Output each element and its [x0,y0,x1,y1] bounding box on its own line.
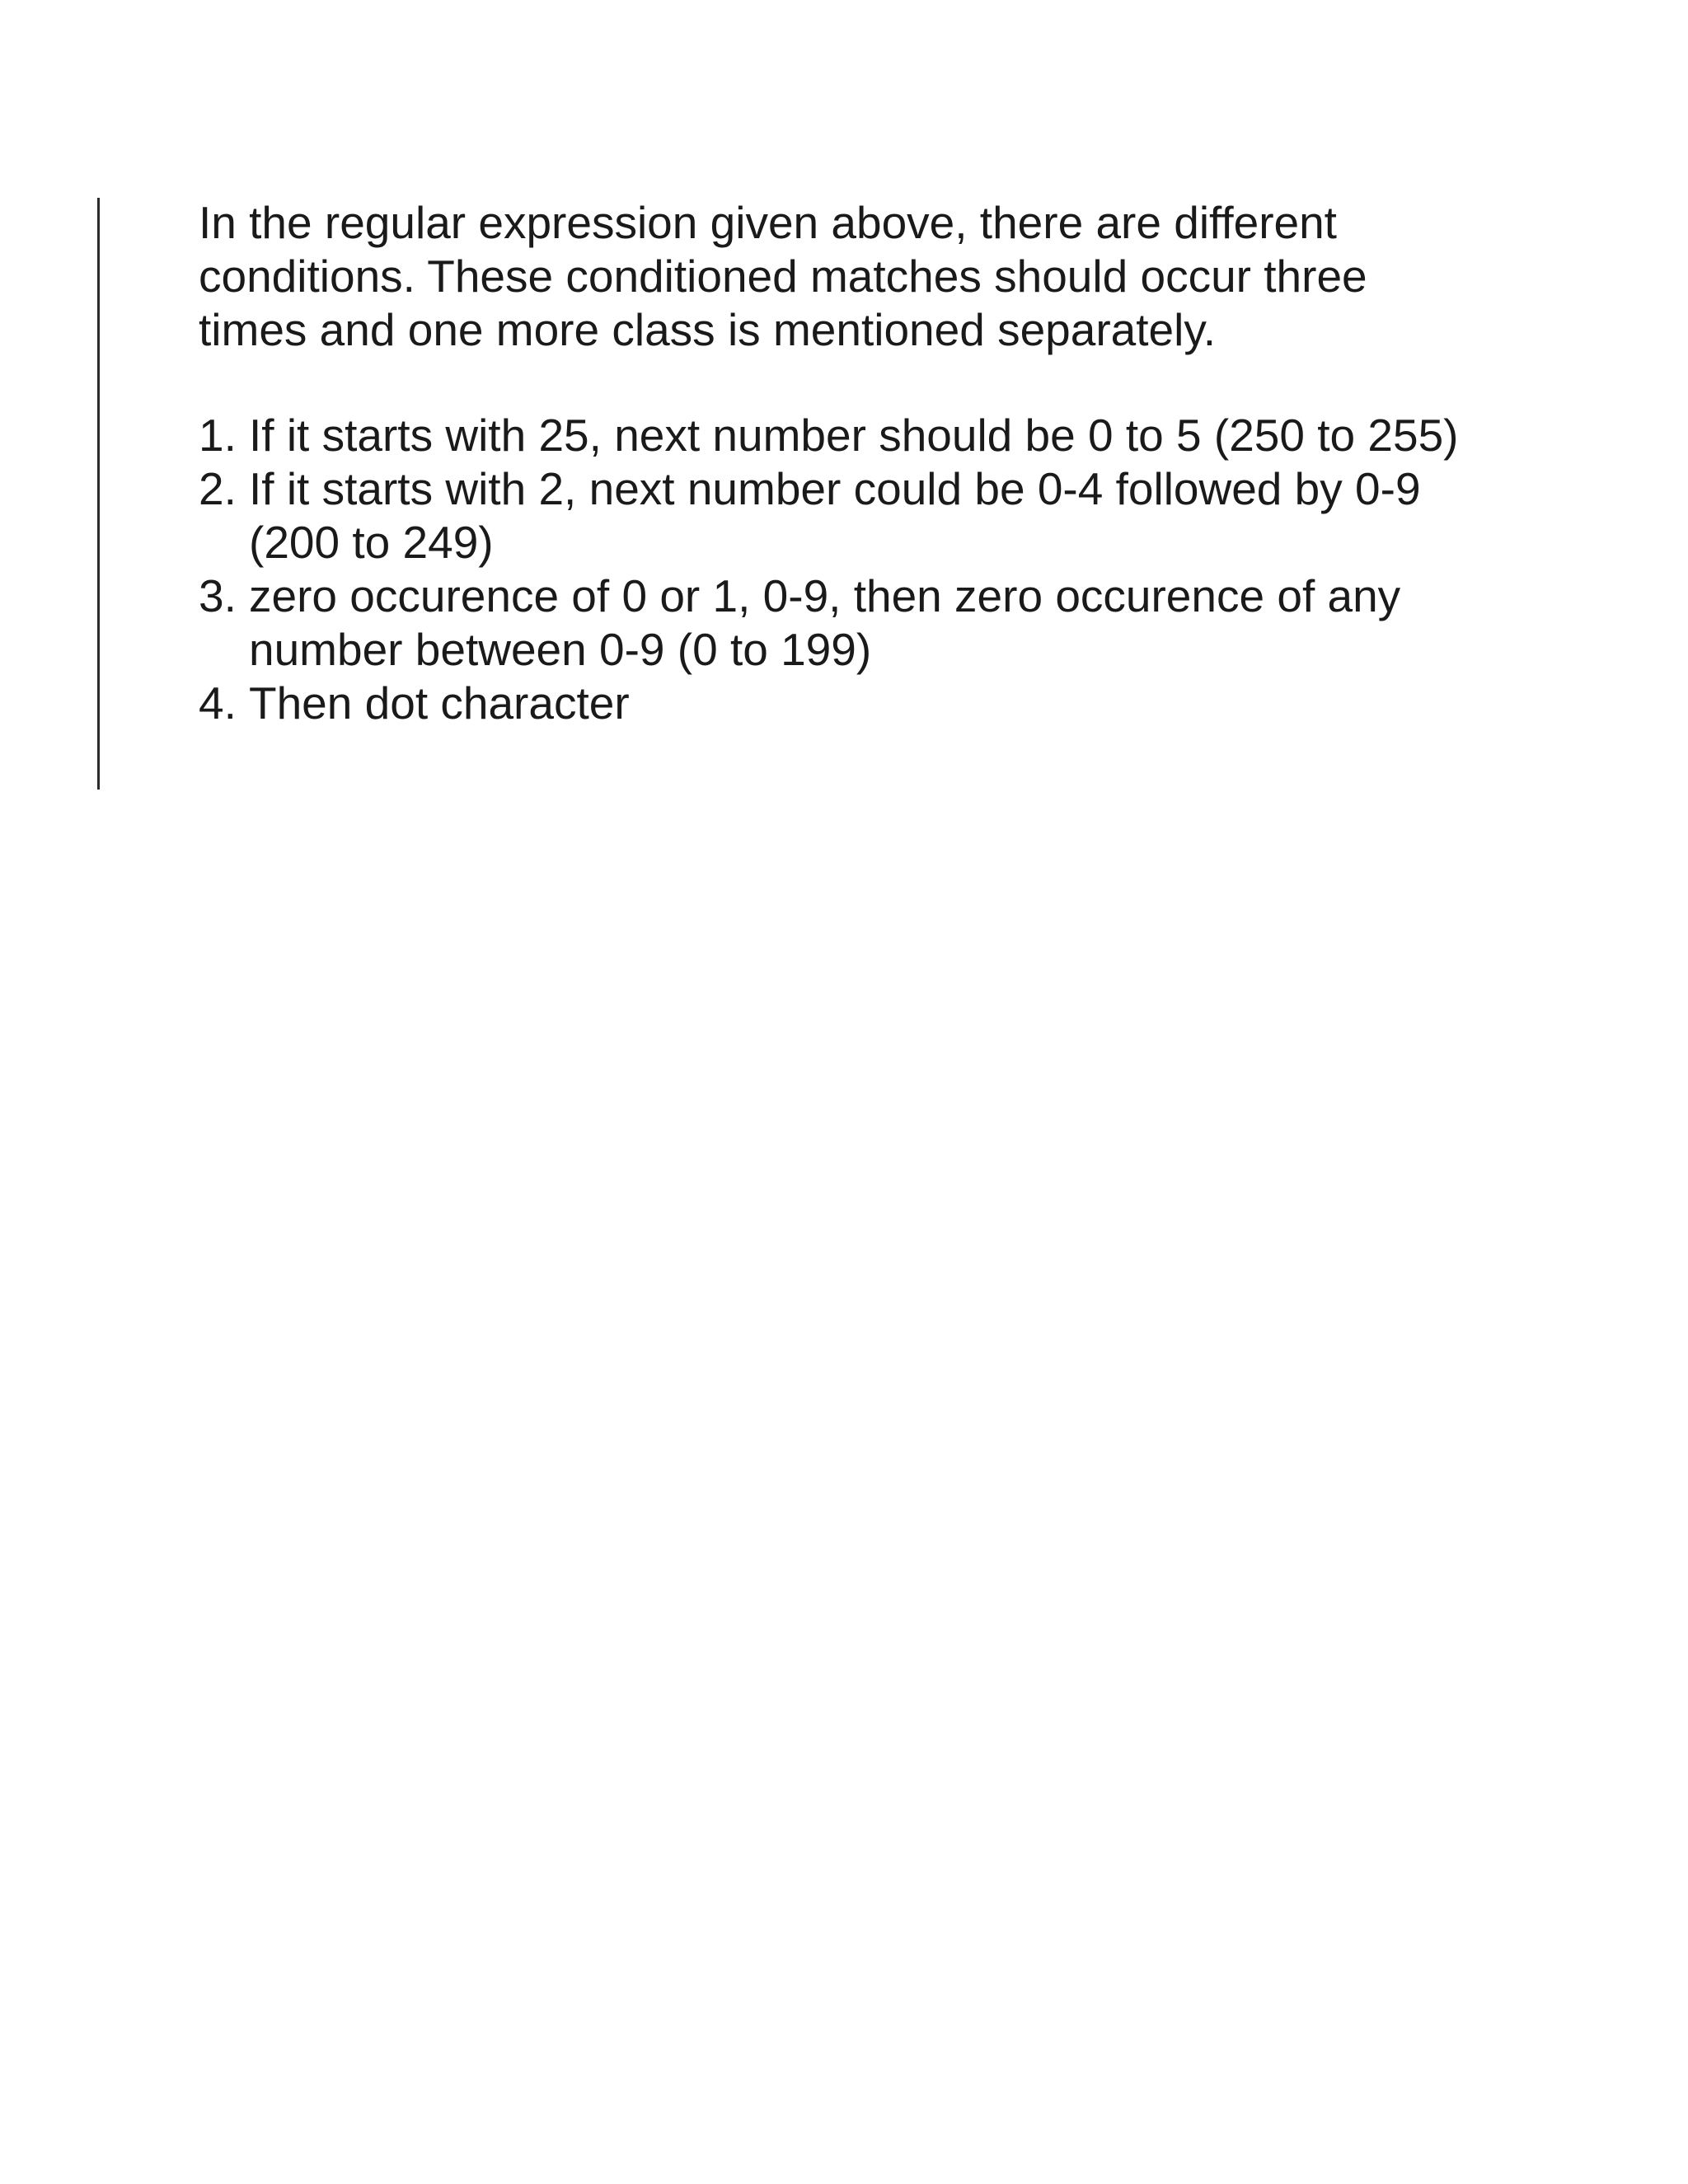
document-body [199,196,1484,730]
list-item-text: Then dot character [249,677,630,729]
list-item [199,409,1484,462]
list-item-number: 3. [199,570,237,621]
list-item-text: zero occurence of 0 or 1, 0-9, then zero occurence of any number between 0-9 (0 to 199) [249,570,1401,675]
intro-paragraph: In the regular expression given above, there are different conditions. These conditioned matches should occur three times and one more class is mentioned separately. [199,197,1367,355]
list-item-number: 2. [199,463,237,514]
list-item-number: 1. [199,410,237,461]
list-item [199,462,1484,569]
change-bar [97,198,100,790]
list-item-number: 4. [199,677,237,729]
conditions-list [199,409,1484,730]
list-item [199,677,1484,730]
list-item-text: If it starts with 2, next number could be 0-4 followed by 0-9 (200 to 249) [249,463,1421,568]
list-item-text: If it starts with 25, next number should be 0 to 5 (250 to 255) [249,410,1459,461]
list-item [199,569,1484,677]
